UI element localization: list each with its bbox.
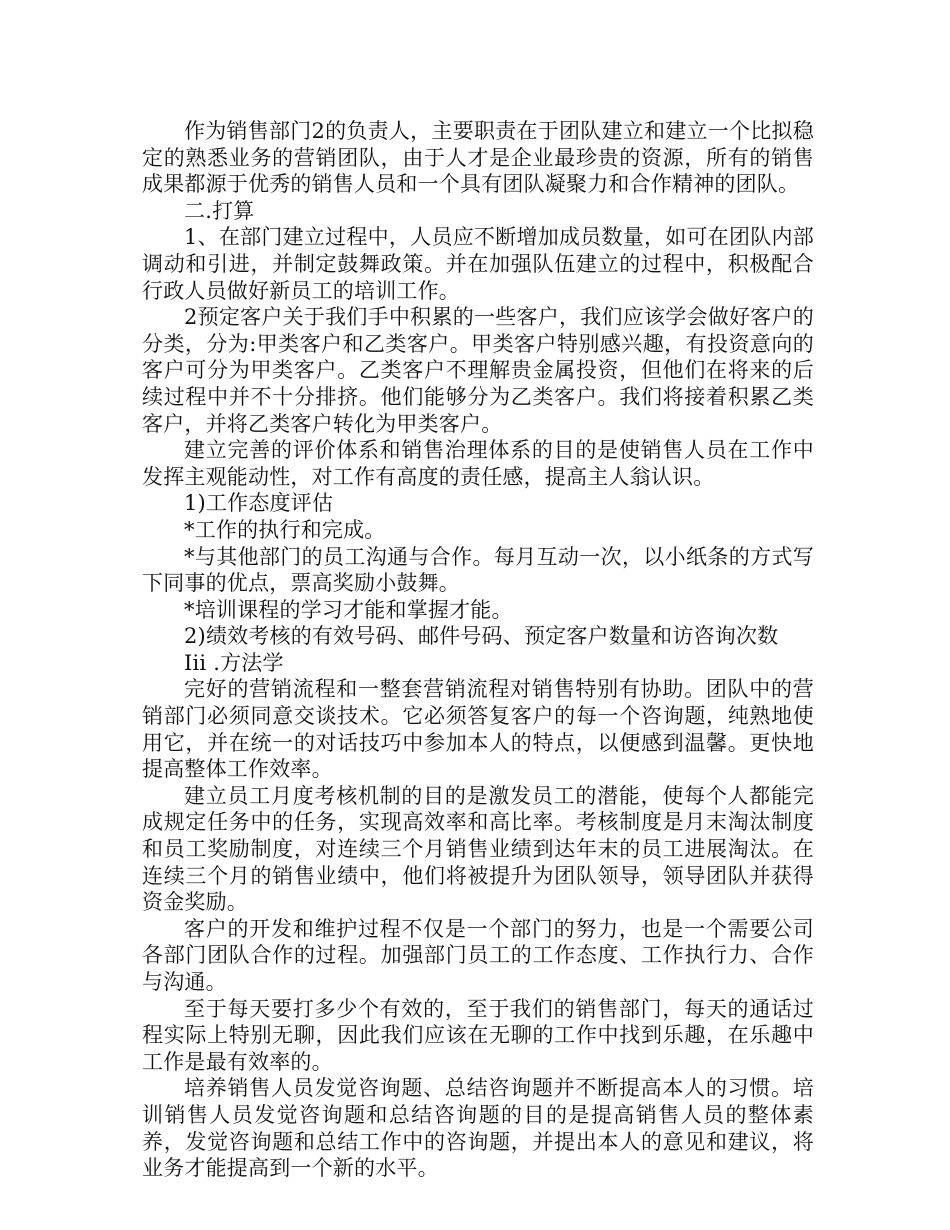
paragraph-problem-solving: 培养销售人员发觉咨询题、总结咨询题并不断提高本人的习惯。培训销售人员发觉咨询题和总结咨询题的目的是提高销售人员的整体素养，发觉咨询题和总结工作中的咨询题，并提出本人的意见和建议，将业务才能提高到一个新的水平。	[142, 1076, 814, 1181]
list-item-execution: *工作的执行和完成。	[184, 517, 386, 542]
section-heading-methodology: Iii .方法学	[184, 650, 284, 675]
paragraph-team-building: 1、在部门建立过程中，人员应不断增加成员数量，如可在团队内部调动和引进，并制定鼓舞政策。并在加强队伍建立的过程中，积极配合行政人员做好新员工的培训工作。	[142, 225, 814, 303]
section-heading-plan: 二.打算	[184, 198, 255, 223]
paragraph-responsibility: 作为销售部门2的负责人，主要职责在于团队建立和建立一个比拟稳定的熟悉业务的营销团队，由于人才是企业最珍贵的资源，所有的销售成果都源于优秀的销售人员和一个具有团队凝聚力和合作精神的团队。	[142, 119, 814, 197]
paragraph-daily-calls: 至于每天要打多少个有效的，至于我们的销售部门，每天的通话过程实际上特别无聊，因此我们应该在无聊的工作中找到乐趣，在乐趣中工作是最有效率的。	[142, 996, 814, 1074]
paragraph-monthly-assessment: 建立员工月度考核机制的目的是激发员工的潜能，使每个人都能完成规定任务中的任务，实现高效率和高比率。考核制度是月末淘汰制度和员工奖励制度，对连续三个月销售业绩到达年末的员工进展淘汰。在连续三个月的销售业绩中，他们将被提升为团队领导，领导团队并获得资金奖励。	[142, 783, 814, 915]
paragraph-marketing-process: 完好的营销流程和一整套营销流程对销售特别有协助。团队中的营销部门必须同意交谈技术。它必须答复客户的每一个咨询题，纯熟地使用它，并在统一的对话技巧中参加本人的特点，以便感到温馨。更快地提高整体工作效率。	[142, 677, 814, 782]
paragraph-customer-development: 客户的开发和维护过程不仅是一个部门的努力，也是一个需要公司各部门团队合作的过程。加强部门员工的工作态度、工作执行力、合作与沟通。	[142, 916, 814, 994]
list-heading-attitude: 1)工作态度评估	[184, 491, 334, 516]
list-item-communication: *与其他部门的员工沟通与合作。每月互动一次，以小纸条的方式写下同事的优点，票高奖励小鼓舞。	[142, 544, 814, 596]
list-heading-performance: 2)绩效考核的有效号码、邮件号码、预定客户数量和访咨询次数	[184, 624, 779, 649]
list-item-training: *培训课程的学习才能和掌握才能。	[184, 597, 513, 622]
paragraph-customer-classification: 2预定客户关于我们手中积累的一些客户，我们应该学会做好客户的分类，分为:甲类客户和乙类客户。甲类客户特别感兴趣，有投资意向的客户可分为甲类客户。乙类客户不理解贵金属投资，但他们在将来的后续过程中并不十分排挤。他们能够分为乙类客户。我们将接着积累乙类客户，并将乙类客户转化为甲类客户。	[142, 305, 814, 436]
paragraph-evaluation-system: 建立完善的评价体系和销售治理体系的目的是使销售人员在工作中发挥主观能动性，对工作有高度的责任感，提高主人翁认识。	[142, 438, 814, 489]
document-body	[142, 118, 814, 1182]
